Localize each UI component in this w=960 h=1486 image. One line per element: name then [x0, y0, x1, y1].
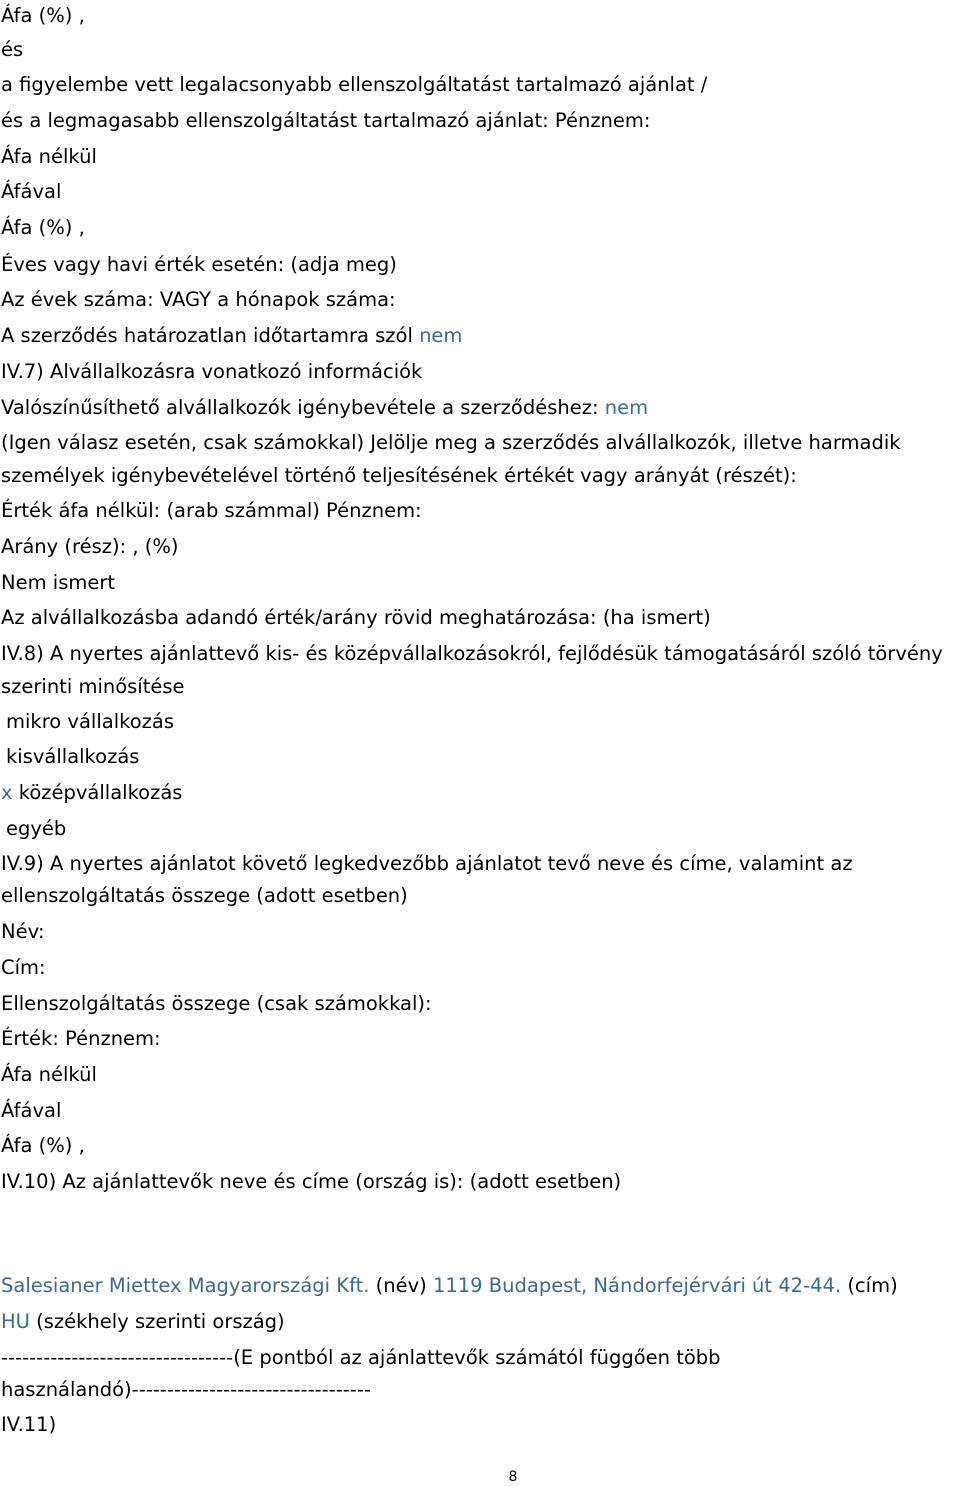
text-fragment: (cím): [841, 1274, 898, 1297]
company-name: Salesianer Miettex Magyarországi Kft.: [1, 1274, 370, 1297]
text-fragment: (név): [369, 1274, 433, 1297]
option-item-selected: [1, 781, 182, 805]
section-heading: IV.11): [1, 1413, 57, 1436]
text-line: a figyelembe vett legalacsonyabb ellenszolgáltatást tartalmazó ajánlat /: [1, 73, 708, 96]
option-item: egyéb: [6, 817, 67, 840]
text-line: használandó)----------------------------------: [1, 1378, 371, 1401]
option-item: kisvállalkozás: [6, 745, 140, 768]
country-code: HU: [1, 1310, 30, 1333]
option-item: mikro vállalkozás: [6, 710, 174, 733]
answer-value: nem: [604, 396, 649, 419]
text-line: [1, 1274, 898, 1298]
section-heading: IV.8) A nyertes ajánlattevő kis- és középvállalkozásokról, fejlődésük támogatásáról szóló törvény: [1, 642, 943, 665]
section-heading: IV.7) Alvállalkozásra vonatkozó információk: [1, 360, 423, 383]
text-line: személyek igénybevételével történő teljesítésének értékét vagy arányát (részét):: [1, 464, 797, 487]
text-line: Érték áfa nélkül: (arab számmal) Pénznem:: [1, 499, 422, 522]
text-line: Éves vagy havi érték esetén: (adja meg): [1, 253, 397, 276]
text-fragment: A szerződés határozatlan időtartamra szól: [1, 324, 420, 347]
text-fragment: középvállalkozás: [12, 781, 183, 804]
company-address: 1119 Budapest, Nándorfejérvári út 42-44.: [432, 1274, 842, 1297]
text-line: [1, 324, 462, 348]
text-line: Nem ismert: [1, 571, 116, 594]
text-line: ellenszolgáltatás összege (adott esetben): [1, 884, 408, 907]
section-heading: IV.9) A nyertes ajánlatot követő legkedvezőbb ajánlatot tevő neve és címe, valamint az: [1, 852, 853, 875]
text-line: [1, 1310, 285, 1334]
text-line: ---------------------------------(E pontból az ajánlattevők számától függően több: [1, 1346, 721, 1369]
text-line: Áfa (%) ,: [1, 216, 85, 239]
text-line: (Igen válasz esetén, csak számokkal) Jelölje meg a szerződés alvállalkozók, illetve harmadik: [1, 431, 901, 454]
text-line: Áfával: [1, 1099, 62, 1122]
text-line: Áfa nélkül: [1, 145, 97, 168]
text-line: Arány (rész): , (%): [1, 535, 179, 558]
text-line: Cím:: [1, 956, 46, 979]
text-line: Áfa (%) ,: [1, 1134, 85, 1157]
text-fragment: Valószínűsíthető alvállalkozók igénybevétele a szerződéshez:: [1, 396, 605, 419]
text-line: Érték: Pénznem:: [1, 1027, 161, 1050]
text-line: és a legmagasabb ellenszolgáltatást tartalmazó ajánlat: Pénznem:: [1, 109, 651, 132]
text-line: Áfa nélkül: [1, 1063, 97, 1086]
selection-mark: x: [1, 781, 13, 804]
text-fragment: (székhely szerinti ország): [29, 1310, 285, 1333]
answer-value: nem: [419, 324, 463, 347]
text-line: Név:: [1, 920, 45, 943]
text-line: Áfa (%) ,: [1, 4, 85, 27]
section-heading: IV.10) Az ajánlattevők neve és címe (ország is): (adott esetben): [1, 1170, 622, 1193]
text-line: Az alvállalkozásba adandó érték/arány rövid meghatározása: (ha ismert): [1, 606, 711, 629]
text-line: Az évek száma: VAGY a hónapok száma:: [1, 288, 396, 311]
page-number: 8: [508, 1469, 518, 1485]
text-line: Áfával: [1, 180, 62, 203]
text-line: Ellenszolgáltatás összege (csak számokkal):: [1, 992, 432, 1015]
text-line: [1, 396, 648, 420]
text-line: és: [1, 38, 24, 61]
text-line: szerinti minősítése: [1, 675, 185, 698]
